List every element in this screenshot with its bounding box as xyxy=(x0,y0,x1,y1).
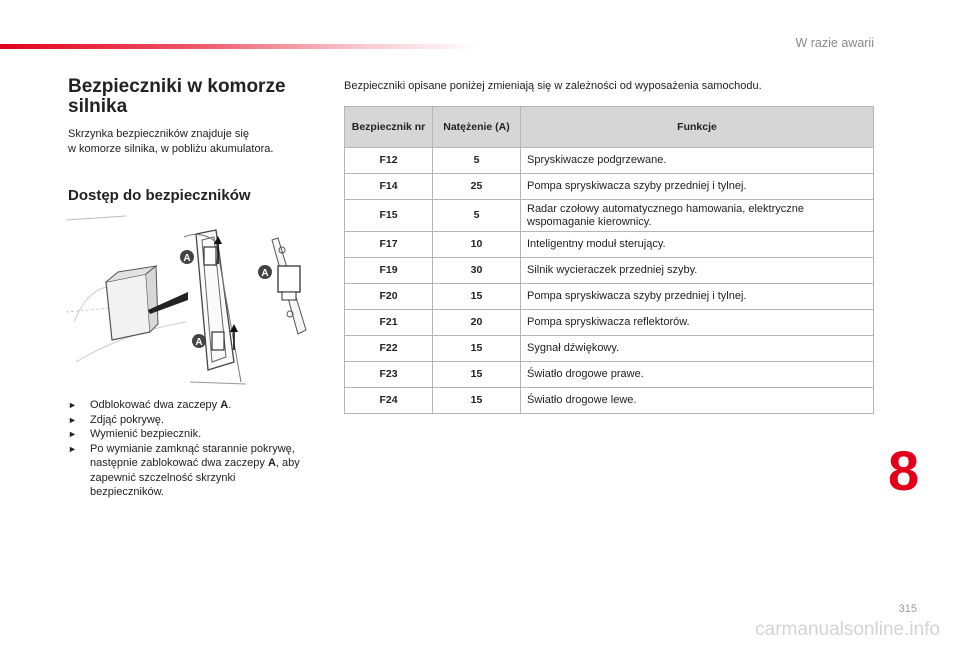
section-subtitle: Dostęp do bezpieczników xyxy=(68,187,251,204)
watermark: carmanualsonline.info xyxy=(755,619,940,640)
bullet-icon: ► xyxy=(68,443,77,454)
table-header-row xyxy=(345,107,874,148)
bullet-icon: ► xyxy=(68,429,77,439)
callout-a-right-label: A xyxy=(261,268,269,279)
intro-text xyxy=(68,127,318,157)
list-item: ► Odblokować dwa zaczepy A. xyxy=(68,399,232,411)
list-item: ► Wymienić bezpiecznik. xyxy=(68,428,202,440)
table-row: F20 15 Pompa spryskiwacza szyby przedniej i tylnej. xyxy=(345,284,874,310)
page-number: 315 xyxy=(898,603,917,615)
section-title: W razie awarii xyxy=(795,36,874,50)
list-item: ► Zdjąć pokrywę. xyxy=(68,413,164,426)
bullet-icon: ► xyxy=(68,414,77,425)
table-row: F12 5 Spryskiwacze podgrzewane. xyxy=(345,148,874,174)
column-header-fuse: Bezpiecznik nr xyxy=(345,107,433,148)
table-row: F22 15 Sygnał dźwiękowy. xyxy=(345,336,874,362)
table-row: F15 5 Radar czołowy automatycznego hamowania, elektryczne wspomaganie kierownicy. xyxy=(345,200,874,232)
callout-a-top-label: A xyxy=(183,253,191,264)
fuse-table xyxy=(344,106,874,414)
table-row: F14 25 Pompa spryskiwacza szyby przedniej i tylnej. xyxy=(345,174,874,200)
table-row: F17 10 Inteligentny moduł sterujący. xyxy=(345,232,874,258)
intro-line-1: Skrzynka bezpieczników znajduje się xyxy=(68,128,249,140)
page-title: Bezpieczniki w komorze silnika xyxy=(68,76,286,117)
fuse-box-illustration xyxy=(66,212,322,388)
intro-line-2: w komorze silnika, w pobliżu akumulatora. xyxy=(68,143,274,155)
table-row: F24 15 Światło drogowe lewe. xyxy=(345,388,874,414)
chapter-number: 8 xyxy=(888,439,920,502)
table-row: F23 15 Światło drogowe prawe. xyxy=(345,362,874,388)
list-item: ► Po wymianie zamknąć starannie pokrywę, następnie zablokować dwa zaczepy A, aby zapewnić szczelność skrzynki bezpieczników. xyxy=(68,442,300,498)
column-header-functions: Funkcje xyxy=(521,107,874,148)
column-header-current: Natężenie (A) xyxy=(433,107,521,148)
header-accent-bar xyxy=(0,44,480,49)
table-row: F19 30 Silnik wycieraczek przedniej szyby. xyxy=(345,258,874,284)
procedure-steps xyxy=(68,398,308,500)
table-note: Bezpieczniki opisane poniżej zmieniają się w zależności od wyposażenia samochodu. xyxy=(344,80,762,92)
callout-a-bottom-label: A xyxy=(195,337,203,348)
bullet-icon: ► xyxy=(68,400,77,410)
table-row: F21 20 Pompa spryskiwacza reflektorów. xyxy=(345,310,874,336)
